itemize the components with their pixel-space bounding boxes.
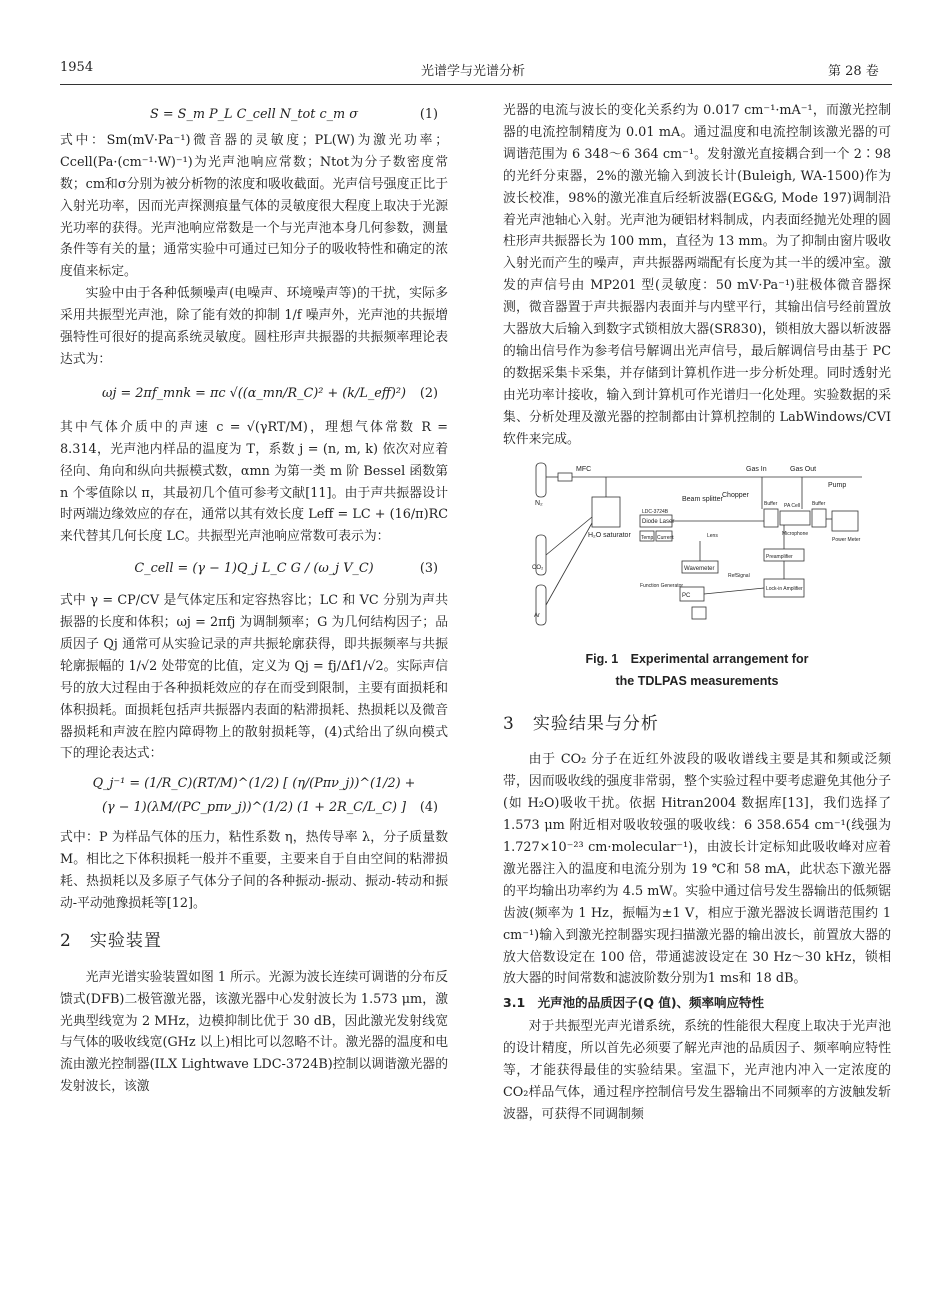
label-pa-cell: PA Cell bbox=[784, 502, 801, 509]
equation-4a bbox=[60, 773, 448, 795]
label-power-meter: Power Meter bbox=[832, 536, 861, 543]
label-function-generator: Function Generator bbox=[640, 582, 684, 589]
label-buffer-2: Buffer bbox=[812, 500, 826, 507]
label-refsignal: RefSignal bbox=[728, 572, 750, 579]
label-diode-laser: Diode Laser bbox=[642, 518, 675, 525]
label-n2: N₂ bbox=[535, 499, 543, 507]
left-column bbox=[60, 100, 448, 1098]
paragraph: 其中气体介质中的声速 c = √(γRT/M)，理想气体常数 R = 8.314，光声池内样品的温度为 T，系数 j = (n, m, k) 依次对应着径向、角向和纵向共振模式数，αmn 为第一类 m 阶 Bessel 函数第 n 个零值除以 π，其最初几个值可参考文献[11]。由于声共振器设计时两端边缘效应的存在，通常以其有效长度 Leff = LC + (16/π)RC 来代替其几何长度 LC。共振型光声池响应常数可表示为： bbox=[60, 419, 448, 545]
equation-3 bbox=[60, 558, 448, 580]
journal-title: 光谱学与光谱分析 bbox=[421, 64, 526, 79]
equation-4b bbox=[60, 797, 448, 819]
label-gas-out: Gas Out bbox=[790, 465, 817, 473]
label-pump: Pump bbox=[828, 481, 847, 489]
label-h2o-saturator: H₂O saturator bbox=[588, 531, 631, 539]
equation-4a-body: Q_j⁻¹ = (1/R_C)(RT/M)^(1/2) [ (η/(Pπν_j))^(1/2) + bbox=[92, 776, 416, 792]
section-heading-3: 3 实验结果与分析 bbox=[503, 713, 659, 734]
label-preamplifier: Preamplifier bbox=[766, 553, 793, 560]
label-co2: CO₂ bbox=[532, 564, 544, 571]
label-microphone: Microphone bbox=[782, 530, 809, 537]
equation-3-number: (3) bbox=[419, 561, 438, 577]
equation-2-number: (2) bbox=[419, 385, 438, 401]
label-chopper: Chopper bbox=[722, 491, 749, 499]
volume-label: 第 28 卷 bbox=[828, 64, 879, 79]
equation-4-number: (4) bbox=[419, 800, 438, 816]
equation-2 bbox=[60, 383, 448, 405]
label-ar: Ar bbox=[534, 612, 540, 619]
experimental-setup-diagram bbox=[532, 457, 862, 642]
paragraph: 式中：Sm(mV·Pa⁻¹)微音器的灵敏度；PL(W)为激光功率；Ccell(Pa·(cm⁻¹·W)⁻¹)为光声池响应常数；Ntot为分子数密度常数；cm和σ分别为被分析物的浓度和吸收截面。光声信号强度正比于入射光功率，因而光声探测痕量气体的灵敏度很大程度上取决于光源光功率的获得。光声池响应常数是一个与光声池本身几何参数，测量条件等有关的量；通常实验中可通过已知分子的吸收特性和确定的浓度值来标定。 bbox=[60, 132, 448, 280]
label-mfc: MFC bbox=[576, 465, 592, 473]
figure-1 bbox=[532, 457, 862, 642]
paragraph: 光声光谱实验装置如图 1 所示。光源为波长连续可调谐的分布反馈式(DFB)二极管激光器，该激光器中心发射波长为 1.573 μm，激光典型线宽为 2 MHz，边模抑制比优于 30 dB，因此激光发射线宽与气体的吸收线宽(GHz 以上)相比可以忽略不计。激光器的温度和电流由激光控制器(ILX Lightwave LDC-3724B)控制以调谐激光器的发射波长，该激 bbox=[60, 969, 448, 1095]
label-temp: Temp. bbox=[641, 534, 655, 541]
label-lens: Lens bbox=[707, 532, 718, 539]
label-lock-in-amplifier: Lock-in Amplifier bbox=[766, 585, 803, 592]
paragraph: 对于共振型光声光谱系统，系统的性能很大程度上取决于光声池的设计精度，所以首先必须要了解光声池的品质因子、频率响应特性等，才能获得最佳的实验结果。室温下，光声池内冲入一定浓度的CO₂样品气体，通过程序控制信号发生器输出不同频率的方波触发斩波器，可获得不同调制频 bbox=[503, 1019, 891, 1122]
label-ldc: LDC-3724B bbox=[642, 508, 669, 515]
subsection-heading-3-1: 3.1 光声池的品质因子(Q 值)、频率响应特性 bbox=[503, 995, 765, 1011]
figure-caption bbox=[503, 648, 891, 692]
label-pc: PC bbox=[682, 592, 691, 599]
equation-2-body: ωj = 2πf_mnk = πc √((α_mn/R_C)² + (k/L_eff)²) bbox=[102, 385, 406, 401]
equation-1 bbox=[60, 104, 448, 126]
equation-1-number: (1) bbox=[419, 107, 438, 122]
equation-3-body: C_cell = (γ − 1)Q_j L_C G / (ω_j V_C) bbox=[134, 561, 374, 577]
figure-caption-line-1: Fig. 1 Experimental arrangement for bbox=[585, 651, 809, 666]
label-current: Current bbox=[657, 534, 674, 541]
label-gas-in: Gas In bbox=[746, 465, 767, 473]
header-rule bbox=[60, 84, 892, 85]
equation-1-body: S = S_m P_L C_cell N_tot c_m σ bbox=[150, 107, 358, 122]
figure-caption-line-2: the TDLPAS measurements bbox=[615, 673, 779, 688]
page-number: 1954 bbox=[60, 60, 94, 75]
paragraph: 式中 γ = CP/CV 是气体定压和定容热容比；LC 和 VC 分别为声共振器的长度和体积；ωj = 2πfj 为调制频率；G 为几何结构因子；品质因子 Qj 通常可从实验记录的声共振轮廓获得，即共振频率与共振轮廓振幅的 1/√2 处带宽的比值，定义为 Qj = fj/Δf1/√2。实际声信号的放大过程由于各种损耗效应的存在而受到限制，主要有面损耗和体积损耗。面损耗包括声共振器内表面的粘滞损耗、热损耗以及微音器损耗和声波在腔内障碍物上的散射损耗等，(4)式给出了纵向模式下的理论表达式： bbox=[60, 593, 448, 762]
equation-4b-body: (γ − 1)(λM/(PC_pπν_j))^(1/2) (1 + 2R_C/L_C) ] bbox=[101, 800, 407, 816]
section-heading-2: 2 实验装置 bbox=[60, 930, 162, 951]
paragraph: 光器的电流与波长的变化关系约为 0.017 cm⁻¹·mA⁻¹，而激光控制器的电流控制精度为 0.01 mA。通过温度和电流控制该激光器的可调谐范围为 6 348～6 364 cm⁻¹。发射激光直接耦合到一个 2∶98 的光纤分束器，2%的激光输入到波长计(Buleigh, WA-1500)作为波长校准，98%的激光准直后经斩波器(EG&G, Mode 197)调制沿着光声池轴心入射。光声池为硬铝材料制成，内表面经抛光处理的圆柱形声共振器长为 100 mm，直径为 13 mm。为了抑制由窗片吸收入射光而产生的噪声，声共振器两端配有长度为其一半的缓冲室。激发的声信号由 MP201 型(灵敏度：50 mV·Pa⁻¹)驻极体微音器探测，微音器置于声共振器内表面并与内壁平行，其输出信号经前置放大器放大后输入到数字式锁相放大器(SR830)，锁相放大器以斩波器的输出信号作为参考信号解调出光声信号，最后解调信号由基于 PC 的数据采集卡采集，并存储到计算机作进一步分析处理。同时透射光由光功率计接收，输入到计算机可作光谱归一化处理。实验数据的采集、分析处理及激光器的控制都由计算机控制的 LabWindows/CVI 软件来完成。 bbox=[503, 103, 891, 447]
label-beam-splitter: Beam splitter bbox=[682, 495, 723, 503]
label-buffer-1: Buffer bbox=[764, 500, 778, 507]
paragraph: 实验中由于各种低频噪声(电噪声、环境噪声等)的干扰，实际多采用共振型光声池，除了能有效的抑制 1/f 噪声外，光声池的共振增强特性可很好的提高系统灵敏度。圆柱形声共振器的共振频率理论表达式为： bbox=[60, 286, 448, 367]
paragraph: 由于 CO₂ 分子在近红外波段的吸收谱线主要是其和频或泛频带，因而吸收线的强度非常弱，整个实验过程中要考虑避免其他分子(如 H₂O)吸收干扰。依据 Hitran2004 数据库[13]，我们选择了 1.573 μm 附近相对吸收较强的吸收线：6 358.654 cm⁻¹(线强为 1.727×10⁻²³ cm·molecular⁻¹)，由波长计定标知此吸收峰对应着激光器注入的温度和电流分别为 19 ℃和 58 mA，此状态下激光器的平均输出功率约为 4.5 mW。实验中通过信号发生器输出的低频锯齿波(频率为 1 Hz，振幅为±1 V，相应于激光器波长调谐范围约 1 cm⁻¹)输入到激光控制器实现扫描激光器的输出波长，前置放大器的放大倍数设定在 100 倍，带通滤波设定在 30 Hz～30 kHz，锁相放大器的时间常数和滤波阶数分别为1 ms和 18 dB。 bbox=[503, 752, 891, 987]
paragraph: 式中：P 为样品气体的压力，粘性系数 η，热传导率 λ，分子质量数 M。相比之下体积损耗一般并不重要，主要来自于自由空间的粘滞损耗、热损耗以及多原子气体分子间的各种振动-振动、振动-转动和振动-平动弛豫损耗等[12]。 bbox=[60, 830, 448, 911]
right-column bbox=[503, 100, 891, 1126]
label-wavemeter: Wavemeter bbox=[684, 565, 715, 572]
